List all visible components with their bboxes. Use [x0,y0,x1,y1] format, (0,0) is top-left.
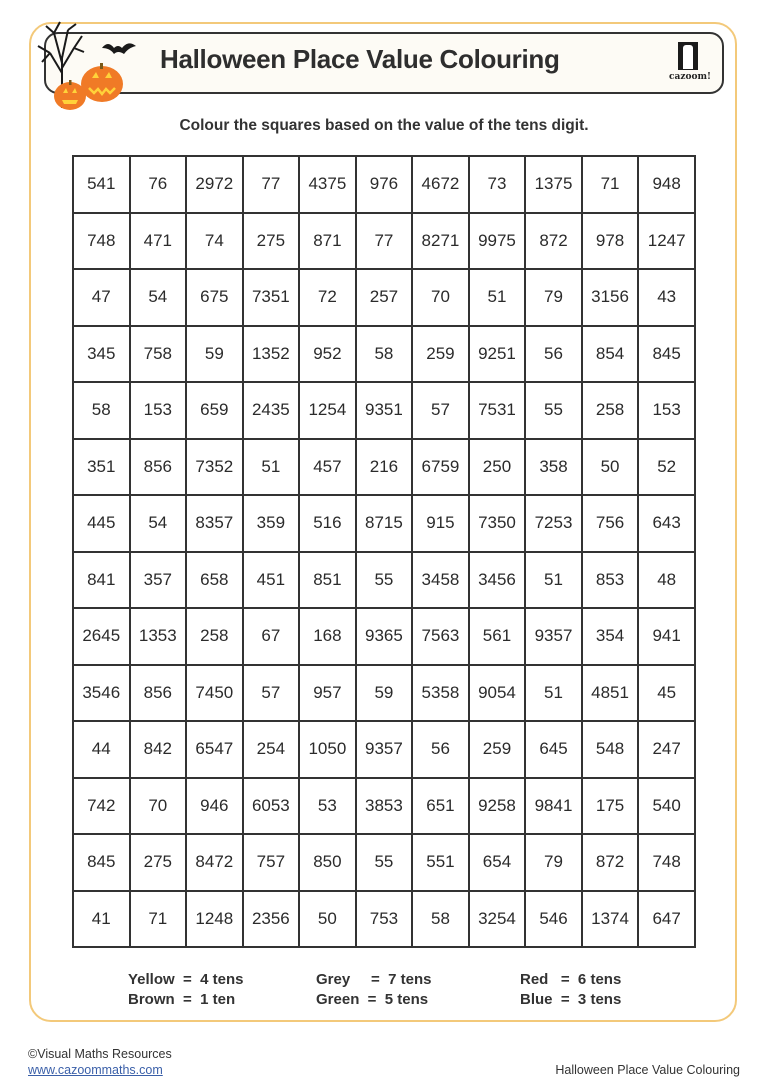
grid-cell[interactable]: 59 [186,326,243,383]
grid-cell[interactable]: 8472 [186,834,243,891]
grid-cell[interactable]: 6547 [186,721,243,778]
grid-cell[interactable]: 445 [73,495,130,552]
legend-column-2 [316,970,431,1010]
grid-cell[interactable]: 9841 [525,778,582,835]
grid-cell[interactable]: 153 [638,382,695,439]
grid-cell[interactable]: 250 [469,439,526,496]
grid-row [73,834,695,891]
grid-cell[interactable]: 540 [638,778,695,835]
grid-cell[interactable]: 845 [73,834,130,891]
grid-cell[interactable]: 275 [243,213,300,270]
grid-cell[interactable]: 1050 [299,721,356,778]
copyright-text: ©Visual Maths Resources [28,1047,172,1061]
grid-cell[interactable]: 71 [582,156,639,213]
grid-cell[interactable]: 72 [299,269,356,326]
grid-row [73,778,695,835]
grid-cell[interactable]: 654 [469,834,526,891]
legend-green: Green = 5 tens [316,991,429,1008]
grid-cell[interactable]: 9975 [469,213,526,270]
grid-row [73,269,695,326]
grid-row [73,213,695,270]
grid-cell[interactable]: 1247 [638,213,695,270]
grid-cell[interactable]: 651 [412,778,469,835]
grid-cell[interactable]: 74 [186,213,243,270]
legend-brown: Brown = 1 ten [128,991,236,1008]
grid-cell[interactable]: 3458 [412,552,469,609]
grid-cell[interactable]: 1375 [525,156,582,213]
grid-cell[interactable]: 48 [638,552,695,609]
grid-cell[interactable]: 4851 [582,665,639,722]
grid-cell[interactable]: 872 [582,834,639,891]
bat-icon [102,43,136,54]
grid-cell[interactable]: 57 [412,382,469,439]
grid-cell[interactable]: 658 [186,552,243,609]
grid-cell[interactable]: 9258 [469,778,526,835]
grid-cell[interactable]: 54 [130,269,187,326]
grid-cell[interactable]: 52 [638,439,695,496]
grid-cell[interactable]: 9351 [356,382,413,439]
grid-cell[interactable]: 43 [638,269,695,326]
grid-cell[interactable]: 551 [412,834,469,891]
grid-cell[interactable]: 70 [130,778,187,835]
grid-cell[interactable]: 7531 [469,382,526,439]
grid-row [73,382,695,439]
grid-cell[interactable]: 51 [469,269,526,326]
grid-row [73,608,695,665]
grid-cell[interactable]: 9251 [469,326,526,383]
grid-cell[interactable]: 71 [130,891,187,948]
grid-cell[interactable]: 77 [243,156,300,213]
grid-cell[interactable]: 842 [130,721,187,778]
grid-cell[interactable]: 541 [73,156,130,213]
grid-cell[interactable]: 4672 [412,156,469,213]
grid-cell[interactable]: 58 [356,326,413,383]
grid-cell[interactable]: 471 [130,213,187,270]
grid-cell[interactable]: 58 [73,382,130,439]
grid-cell[interactable]: 9054 [469,665,526,722]
grid-cell[interactable]: 45 [638,665,695,722]
grid-cell[interactable]: 647 [638,891,695,948]
grid-cell[interactable]: 643 [638,495,695,552]
grid-cell[interactable]: 9365 [356,608,413,665]
grid-cell[interactable]: 9357 [356,721,413,778]
halloween-decoration-icon [32,18,152,118]
grid-cell[interactable]: 57 [243,665,300,722]
grid-cell[interactable]: 357 [130,552,187,609]
grid-cell[interactable]: 55 [356,834,413,891]
grid-cell[interactable]: 3456 [469,552,526,609]
grid-cell[interactable]: 851 [299,552,356,609]
grid-cell[interactable]: 259 [412,326,469,383]
grid-cell[interactable]: 756 [582,495,639,552]
grid-cell[interactable]: 850 [299,834,356,891]
grid-cell[interactable]: 56 [525,326,582,383]
grid-cell[interactable]: 79 [525,269,582,326]
grid-cell[interactable]: 54 [130,495,187,552]
grid-cell[interactable]: 6053 [243,778,300,835]
grid-cell[interactable]: 55 [356,552,413,609]
grid-cell[interactable]: 153 [130,382,187,439]
grid-cell[interactable]: 748 [73,213,130,270]
legend-column-3 [520,970,621,1010]
grid-cell[interactable]: 2356 [243,891,300,948]
grid-row [73,326,695,383]
grid-cell[interactable]: 73 [469,156,526,213]
grid-cell[interactable]: 7351 [243,269,300,326]
grid-cell[interactable]: 2435 [243,382,300,439]
grid-cell[interactable]: 345 [73,326,130,383]
grid-cell[interactable]: 247 [638,721,695,778]
grid-cell[interactable]: 259 [469,721,526,778]
grid-cell[interactable]: 50 [582,439,639,496]
grid-cell[interactable]: 275 [130,834,187,891]
grid-cell[interactable]: 659 [186,382,243,439]
grid-cell[interactable]: 67 [243,608,300,665]
grid-cell[interactable]: 4375 [299,156,356,213]
grid-cell[interactable]: 5358 [412,665,469,722]
grid-row [73,891,695,948]
grid-cell[interactable]: 1353 [130,608,187,665]
grid-cell[interactable]: 8271 [412,213,469,270]
grid-cell[interactable]: 915 [412,495,469,552]
instruction-text: Colour the squares based on the value of the tens digit. [179,117,589,134]
page-title: Halloween Place Value Colouring [160,44,560,74]
logo-text: cazoom! [669,72,711,82]
grid-cell[interactable]: 70 [412,269,469,326]
grid-row [73,156,695,213]
grid-cell[interactable]: 976 [356,156,413,213]
grid-cell[interactable]: 8357 [186,495,243,552]
grid-cell[interactable]: 51 [243,439,300,496]
footer-page-title: Halloween Place Value Colouring [555,1063,740,1077]
legend-grey: Grey = 7 tens [316,971,432,988]
grid-cell[interactable]: 7350 [469,495,526,552]
legend-column-1 [128,970,243,1010]
grid-cell[interactable]: 6759 [412,439,469,496]
grid-cell[interactable]: 258 [186,608,243,665]
grid-cell[interactable]: 7450 [186,665,243,722]
grid-cell[interactable]: 856 [130,439,187,496]
grid-cell[interactable]: 55 [525,382,582,439]
grid-cell[interactable]: 7563 [412,608,469,665]
grid-cell[interactable]: 978 [582,213,639,270]
grid-cell[interactable]: 757 [243,834,300,891]
grid-cell[interactable]: 948 [638,156,695,213]
footer-left [28,1046,172,1078]
grid-cell[interactable]: 8715 [356,495,413,552]
grid-cell[interactable]: 44 [73,721,130,778]
website-link[interactable]: www.cazoommaths.com [28,1063,163,1077]
grid-row [73,495,695,552]
grid-cell[interactable]: 2645 [73,608,130,665]
grid-cell[interactable]: 359 [243,495,300,552]
grid-cell[interactable]: 41 [73,891,130,948]
grid-cell[interactable]: 51 [525,552,582,609]
number-grid [72,155,696,948]
grid-cell[interactable]: 168 [299,608,356,665]
grid-cell[interactable]: 753 [356,891,413,948]
grid-cell[interactable]: 59 [356,665,413,722]
pumpkin-large-icon [81,63,123,102]
grid-cell[interactable]: 845 [638,326,695,383]
grid-cell[interactable]: 952 [299,326,356,383]
grid-cell[interactable]: 941 [638,608,695,665]
grid-cell[interactable]: 47 [73,269,130,326]
grid-cell[interactable]: 841 [73,552,130,609]
grid-cell[interactable]: 516 [299,495,356,552]
grid-cell[interactable]: 175 [582,778,639,835]
grid-cell[interactable]: 742 [73,778,130,835]
legend-yellow: Yellow = 4 tens [128,971,244,988]
grid-cell[interactable]: 1254 [299,382,356,439]
grid-cell[interactable]: 3254 [469,891,526,948]
grid-cell[interactable]: 79 [525,834,582,891]
grid-cell[interactable]: 2972 [186,156,243,213]
grid-cell[interactable]: 354 [582,608,639,665]
grid-cell[interactable]: 258 [582,382,639,439]
grid-cell[interactable]: 871 [299,213,356,270]
grid-cell[interactable]: 1352 [243,326,300,383]
grid-cell[interactable]: 1248 [186,891,243,948]
grid-cell[interactable]: 53 [299,778,356,835]
grid-cell[interactable]: 216 [356,439,413,496]
grid-cell[interactable]: 957 [299,665,356,722]
grid-cell[interactable]: 76 [130,156,187,213]
grid-cell[interactable]: 451 [243,552,300,609]
grid-cell[interactable]: 7352 [186,439,243,496]
grid-cell[interactable]: 3546 [73,665,130,722]
grid-cell[interactable]: 358 [525,439,582,496]
grid-cell[interactable]: 856 [130,665,187,722]
grid-cell[interactable]: 51 [525,665,582,722]
grid-cell[interactable]: 3156 [582,269,639,326]
grid-cell[interactable]: 675 [186,269,243,326]
grid-cell[interactable]: 457 [299,439,356,496]
grid-cell[interactable]: 854 [582,326,639,383]
grid-cell[interactable]: 853 [582,552,639,609]
grid-row [73,439,695,496]
grid-cell[interactable]: 351 [73,439,130,496]
grid-cell[interactable]: 872 [525,213,582,270]
grid-cell[interactable]: 254 [243,721,300,778]
grid-row [73,552,695,609]
grid-cell[interactable]: 9357 [525,608,582,665]
grid-cell[interactable]: 3853 [356,778,413,835]
grid-cell[interactable]: 548 [582,721,639,778]
cazoom-logo [665,40,715,90]
grid-cell[interactable]: 758 [130,326,187,383]
grid-cell[interactable]: 546 [525,891,582,948]
grid-cell[interactable]: 58 [412,891,469,948]
legend-red: Red = 6 tens [520,971,622,988]
legend-blue: Blue = 3 tens [520,991,622,1008]
grid-cell[interactable]: 77 [356,213,413,270]
grid-cell[interactable]: 748 [638,834,695,891]
grid-cell[interactable]: 946 [186,778,243,835]
grid-cell[interactable]: 1374 [582,891,639,948]
grid-row [73,721,695,778]
logo-glass-icon [678,42,698,70]
grid-cell[interactable]: 50 [299,891,356,948]
grid-cell[interactable]: 56 [412,721,469,778]
grid-cell[interactable]: 645 [525,721,582,778]
grid-cell[interactable]: 7253 [525,495,582,552]
grid-cell[interactable]: 257 [356,269,413,326]
grid-cell[interactable]: 561 [469,608,526,665]
grid-row [73,665,695,722]
